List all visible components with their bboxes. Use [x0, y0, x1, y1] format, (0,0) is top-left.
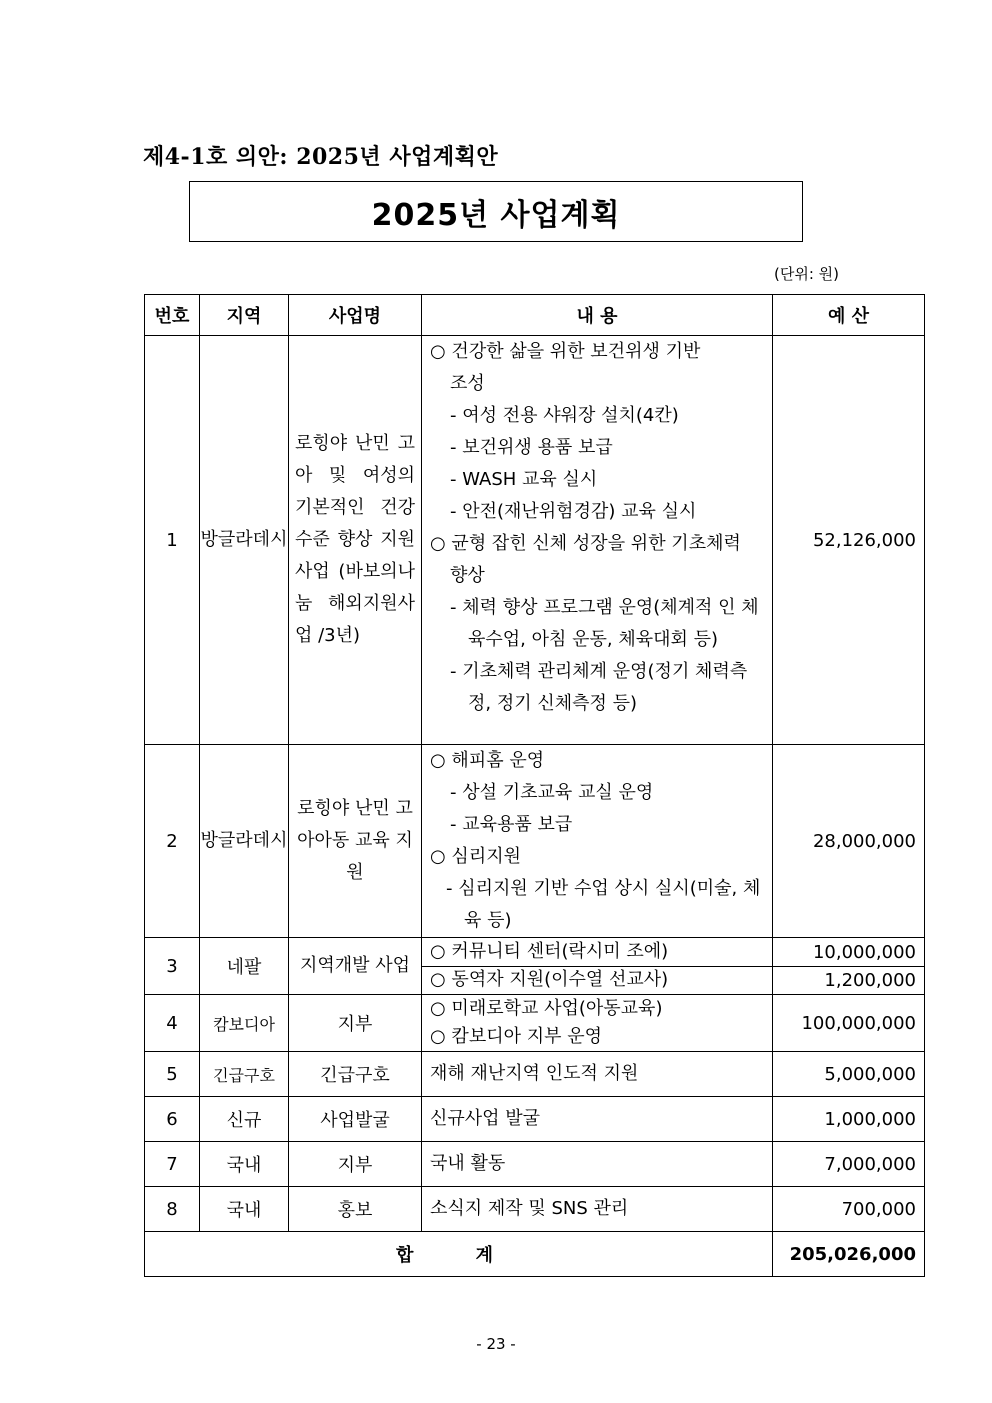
row-project: 홍보 [289, 1187, 422, 1232]
budget-table [144, 294, 925, 1277]
table-row [145, 1097, 925, 1142]
row-project: 지역개발 사업 [289, 938, 422, 995]
row-region: 캄보디아 [200, 995, 289, 1052]
row-project: 사업발굴 [289, 1097, 422, 1142]
row-content [422, 1097, 773, 1142]
row-project: 로힝야 난민 고아아동 교육 지원 [289, 745, 422, 938]
row-no: 2 [145, 745, 200, 938]
row-content [422, 1187, 773, 1232]
content-line: - 안전(재난위험경감) 교육 실시 [450, 501, 697, 522]
row-budget: 10,000,000 [773, 938, 925, 967]
header-no: 번호 [145, 295, 200, 336]
page-title: 2025년 사업계획 [371, 197, 621, 233]
row-content [422, 967, 773, 995]
total-label: 합 계 [145, 1232, 773, 1277]
row-budget: 1,000,000 [773, 1097, 925, 1142]
row-no: 5 [145, 1052, 200, 1097]
content-line: ○ 심리지원 [430, 846, 521, 867]
header-budget: 예 산 [773, 295, 925, 336]
row-budget: 52,126,000 [773, 336, 925, 745]
row-content [422, 1052, 773, 1097]
content-line: 향상 [450, 565, 485, 586]
row-no: 7 [145, 1142, 200, 1187]
content-line: 재해 재난지역 인도적 지원 [430, 1063, 639, 1084]
content-line: - 여성 전용 샤워장 설치(4칸) [450, 405, 679, 426]
row-project: 지부 [289, 995, 422, 1052]
total-value: 205,026,000 [773, 1232, 925, 1277]
row-region: 국내 [200, 1187, 289, 1232]
table-row [145, 1187, 925, 1232]
content-line: 국내 활동 [430, 1153, 506, 1174]
content-line: ○ 동역자 지원(이수열 선교사) [430, 969, 669, 990]
table-row [145, 995, 925, 1052]
row-no: 6 [145, 1097, 200, 1142]
content-line: - 체력 향상 프로그램 운영(체계적 인 체육수업, 아침 운동, 체육대회 등) [450, 597, 759, 650]
row-region: 방글라데시 [200, 336, 289, 745]
content-line: - 교육용품 보급 [450, 814, 573, 835]
content-line: 소식지 제작 및 SNS 관리 [430, 1198, 629, 1219]
row-no: 4 [145, 995, 200, 1052]
table-row [145, 1142, 925, 1187]
row-project: 지부 [289, 1142, 422, 1187]
table-row [145, 336, 925, 745]
header-content: 내 용 [422, 295, 773, 336]
content-line: ○ 건강한 삶을 위한 보건위생 기반 [430, 341, 701, 362]
content-line: - 기초체력 관리체계 운영(정기 체력측정, 정기 신체측정 등) [450, 661, 748, 714]
row-budget: 7,000,000 [773, 1142, 925, 1187]
content-line: ○ 커뮤니티 센터(락시미 조에) [430, 941, 669, 962]
title-box [189, 181, 803, 242]
row-region: 국내 [200, 1142, 289, 1187]
content-line: ○ 미래로학교 사업(아동교육) [430, 998, 663, 1019]
content-line: ○ 해피홈 운영 [430, 750, 545, 771]
total-row [145, 1232, 925, 1277]
page-number: - 23 - [476, 1335, 516, 1353]
content-line: 조성 [450, 373, 485, 394]
content-line: ○ 균형 잡힌 신체 성장을 위한 기초체력 [430, 533, 741, 554]
row-budget: 700,000 [773, 1187, 925, 1232]
row-budget: 5,000,000 [773, 1052, 925, 1097]
table-row [145, 1052, 925, 1097]
row-content [422, 745, 773, 938]
row-budget: 1,200,000 [773, 967, 925, 995]
row-region: 긴급구호 [200, 1052, 289, 1097]
header-project: 사업명 [289, 295, 422, 336]
header-region: 지역 [200, 295, 289, 336]
row-no: 1 [145, 336, 200, 745]
row-budget: 100,000,000 [773, 995, 925, 1052]
row-region: 네팔 [200, 938, 289, 995]
row-no: 3 [145, 938, 200, 995]
content-line: - 보건위생 용품 보급 [450, 437, 613, 458]
row-project: 로힝야 난민 고아 및 여성의 기본적인 건강수준 향상 지원 사업 (바보의나눔 해외지원사업 /3년) [289, 336, 422, 745]
table-row [145, 745, 925, 938]
table-header-row [145, 295, 925, 336]
content-line: 신규사업 발굴 [430, 1108, 541, 1129]
row-region: 방글라데시 [200, 745, 289, 938]
table-row [145, 938, 925, 967]
content-line: - 상설 기초교육 교실 운영 [450, 782, 654, 803]
content-line: - WASH 교육 실시 [450, 469, 598, 490]
unit-label: (단위: 원) [774, 265, 839, 283]
row-region: 신규 [200, 1097, 289, 1142]
row-budget: 28,000,000 [773, 745, 925, 938]
row-content [422, 336, 773, 745]
content-line: - 심리지원 기반 수업 상시 실시(미술, 체육 등) [446, 878, 761, 931]
content-line: ○ 캄보디아 지부 운영 [430, 1026, 602, 1047]
row-content [422, 995, 773, 1052]
row-content [422, 938, 773, 967]
doc-heading: 제4-1호 의안: 2025년 사업계획안 [143, 144, 499, 170]
row-no: 8 [145, 1187, 200, 1232]
row-content [422, 1142, 773, 1187]
row-project: 긴급구호 [289, 1052, 422, 1097]
